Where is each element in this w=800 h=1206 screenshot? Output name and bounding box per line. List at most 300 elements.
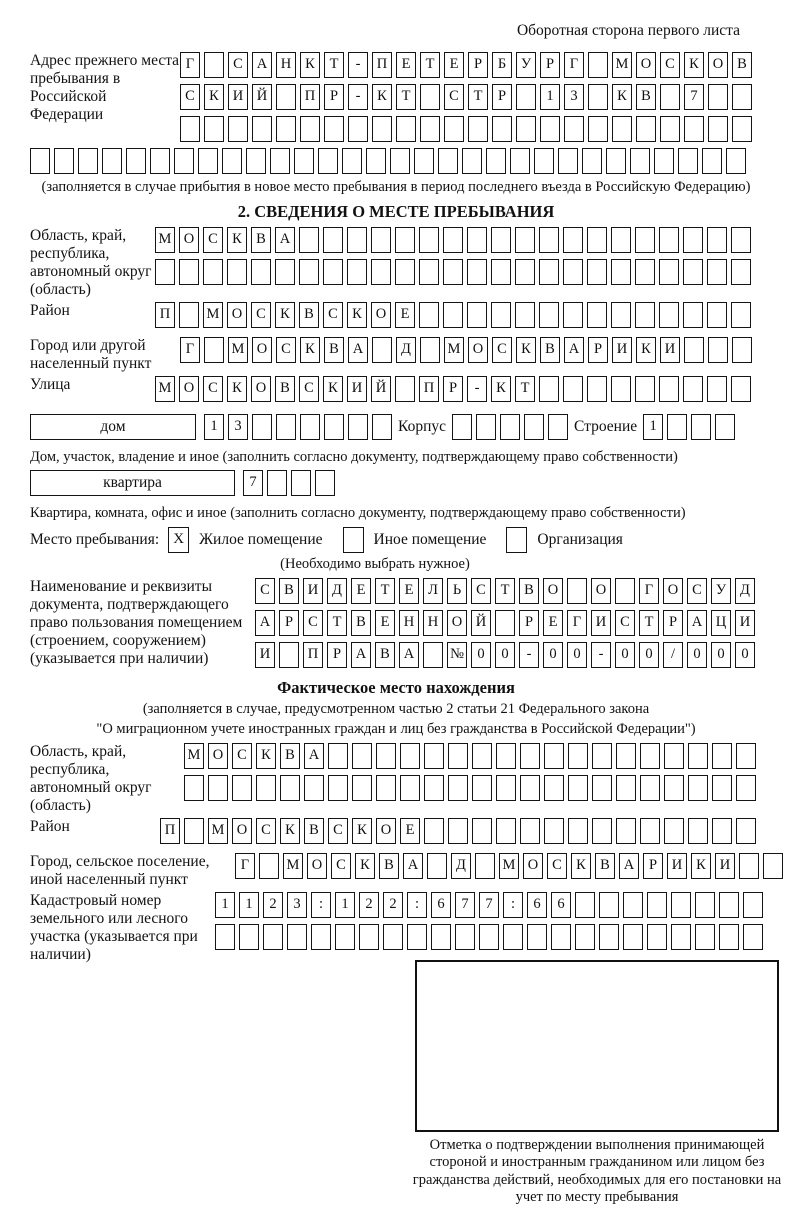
char-cell[interactable] xyxy=(707,376,727,402)
char-cell[interactable] xyxy=(691,414,711,440)
char-cell[interactable] xyxy=(468,116,488,142)
char-cell[interactable] xyxy=(455,924,475,950)
char-cell[interactable] xyxy=(275,259,295,285)
char-cell[interactable] xyxy=(732,337,752,363)
char-cell[interactable] xyxy=(683,376,703,402)
char-cell[interactable] xyxy=(623,892,643,918)
char-cell[interactable]: Р xyxy=(279,610,299,636)
char-cell[interactable]: Т xyxy=(327,610,347,636)
char-cell[interactable] xyxy=(660,84,680,110)
char-cell[interactable] xyxy=(267,470,287,496)
char-cell[interactable]: Г xyxy=(180,52,200,78)
char-cell[interactable] xyxy=(472,775,492,801)
char-cell[interactable] xyxy=(684,116,704,142)
char-cell[interactable] xyxy=(155,259,175,285)
char-cell[interactable] xyxy=(739,853,759,879)
char-cell[interactable]: 0 xyxy=(567,642,587,668)
char-cell[interactable]: 1 xyxy=(335,892,355,918)
char-cell[interactable]: М xyxy=(155,376,175,402)
char-cell[interactable]: Д xyxy=(451,853,471,879)
char-cell[interactable] xyxy=(540,116,560,142)
char-cell[interactable] xyxy=(54,148,74,174)
char-cell[interactable]: 1 xyxy=(215,892,235,918)
char-cell[interactable] xyxy=(520,775,540,801)
char-cell[interactable]: М xyxy=(499,853,519,879)
char-cell[interactable]: В xyxy=(251,227,271,253)
char-cell[interactable] xyxy=(30,148,50,174)
char-cell[interactable] xyxy=(510,148,530,174)
char-cell[interactable]: 6 xyxy=(431,892,451,918)
char-cell[interactable]: Й xyxy=(252,84,272,110)
char-cell[interactable] xyxy=(743,924,763,950)
char-cell[interactable]: К xyxy=(347,302,367,328)
char-cell[interactable]: Г xyxy=(235,853,255,879)
char-cell[interactable]: № xyxy=(447,642,467,668)
char-cell[interactable]: - xyxy=(519,642,539,668)
char-cell[interactable] xyxy=(564,116,584,142)
char-cell[interactable]: И xyxy=(303,578,323,604)
char-cell[interactable] xyxy=(708,84,728,110)
char-cell[interactable]: О xyxy=(523,853,543,879)
char-cell[interactable] xyxy=(448,743,468,769)
char-cell[interactable] xyxy=(300,116,320,142)
char-cell[interactable] xyxy=(467,227,487,253)
char-cell[interactable] xyxy=(587,259,607,285)
checkbox-organization[interactable] xyxy=(506,527,527,553)
char-cell[interactable] xyxy=(371,259,391,285)
char-cell[interactable] xyxy=(276,84,296,110)
char-cell[interactable] xyxy=(695,892,715,918)
char-cell[interactable]: Т xyxy=(396,84,416,110)
char-cell[interactable] xyxy=(476,414,496,440)
char-cell[interactable]: С xyxy=(331,853,351,879)
char-cell[interactable]: Р xyxy=(643,853,663,879)
char-cell[interactable]: 7 xyxy=(455,892,475,918)
char-cell[interactable] xyxy=(731,302,751,328)
char-cell[interactable] xyxy=(712,818,732,844)
char-cell[interactable]: Л xyxy=(423,578,443,604)
char-cell[interactable] xyxy=(660,116,680,142)
char-cell[interactable] xyxy=(424,818,444,844)
char-cell[interactable] xyxy=(448,775,468,801)
char-cell[interactable] xyxy=(544,743,564,769)
char-cell[interactable] xyxy=(342,148,362,174)
char-cell[interactable] xyxy=(215,924,235,950)
char-cell[interactable]: А xyxy=(304,743,324,769)
char-cell[interactable] xyxy=(204,52,224,78)
char-cell[interactable] xyxy=(371,227,391,253)
char-cell[interactable]: Т xyxy=(639,610,659,636)
char-cell[interactable] xyxy=(683,302,703,328)
char-cell[interactable]: А xyxy=(255,610,275,636)
char-cell[interactable] xyxy=(424,775,444,801)
char-cell[interactable] xyxy=(472,818,492,844)
char-cell[interactable]: К xyxy=(280,818,300,844)
char-cell[interactable] xyxy=(731,376,751,402)
char-cell[interactable] xyxy=(150,148,170,174)
char-cell[interactable] xyxy=(407,924,427,950)
char-cell[interactable]: И xyxy=(255,642,275,668)
char-cell[interactable] xyxy=(420,337,440,363)
char-cell[interactable] xyxy=(323,259,343,285)
char-cell[interactable]: К xyxy=(571,853,591,879)
char-cell[interactable]: М xyxy=(203,302,223,328)
char-cell[interactable]: К xyxy=(491,376,511,402)
char-cell[interactable]: Н xyxy=(399,610,419,636)
char-cell[interactable]: К xyxy=(636,337,656,363)
char-cell[interactable]: 0 xyxy=(495,642,515,668)
char-cell[interactable]: М xyxy=(228,337,248,363)
char-cell[interactable] xyxy=(664,743,684,769)
char-cell[interactable] xyxy=(467,259,487,285)
char-cell[interactable] xyxy=(102,148,122,174)
char-cell[interactable] xyxy=(615,578,635,604)
char-cell[interactable] xyxy=(683,227,703,253)
char-cell[interactable] xyxy=(419,302,439,328)
char-cell[interactable]: П xyxy=(300,84,320,110)
char-cell[interactable] xyxy=(688,775,708,801)
char-cell[interactable]: О xyxy=(468,337,488,363)
char-cell[interactable] xyxy=(323,227,343,253)
char-cell[interactable] xyxy=(592,743,612,769)
char-cell[interactable]: Г xyxy=(180,337,200,363)
char-cell[interactable] xyxy=(299,259,319,285)
char-cell[interactable]: С xyxy=(303,610,323,636)
char-cell[interactable] xyxy=(270,148,290,174)
char-cell[interactable] xyxy=(324,116,344,142)
char-cell[interactable] xyxy=(395,376,415,402)
checkbox-other-premises[interactable] xyxy=(343,527,364,553)
char-cell[interactable] xyxy=(496,743,516,769)
char-cell[interactable] xyxy=(311,924,331,950)
char-cell[interactable]: С xyxy=(276,337,296,363)
char-cell[interactable] xyxy=(539,302,559,328)
char-cell[interactable]: 7 xyxy=(243,470,263,496)
char-cell[interactable]: П xyxy=(155,302,175,328)
char-cell[interactable]: П xyxy=(419,376,439,402)
char-cell[interactable] xyxy=(527,924,547,950)
char-cell[interactable] xyxy=(232,775,252,801)
char-cell[interactable]: Т xyxy=(515,376,535,402)
char-cell[interactable]: С xyxy=(492,337,512,363)
char-cell[interactable] xyxy=(732,84,752,110)
char-cell[interactable] xyxy=(568,818,588,844)
char-cell[interactable]: 1 xyxy=(643,414,663,440)
char-cell[interactable]: К xyxy=(204,84,224,110)
char-cell[interactable] xyxy=(664,775,684,801)
char-cell[interactable] xyxy=(616,743,636,769)
char-cell[interactable] xyxy=(443,227,463,253)
char-cell[interactable]: Е xyxy=(395,302,415,328)
char-cell[interactable]: С xyxy=(444,84,464,110)
char-cell[interactable]: Г xyxy=(567,610,587,636)
char-cell[interactable]: А xyxy=(687,610,707,636)
char-cell[interactable] xyxy=(208,775,228,801)
char-cell[interactable] xyxy=(678,148,698,174)
char-cell[interactable] xyxy=(640,743,660,769)
char-cell[interactable] xyxy=(352,743,372,769)
char-cell[interactable] xyxy=(335,924,355,950)
char-cell[interactable] xyxy=(222,148,242,174)
char-cell[interactable]: О xyxy=(543,578,563,604)
char-cell[interactable] xyxy=(184,775,204,801)
char-cell[interactable]: Д xyxy=(327,578,347,604)
char-cell[interactable]: И xyxy=(735,610,755,636)
char-cell[interactable] xyxy=(204,337,224,363)
char-cell[interactable]: / xyxy=(663,642,683,668)
char-cell[interactable] xyxy=(179,302,199,328)
char-cell[interactable] xyxy=(575,924,595,950)
char-cell[interactable] xyxy=(516,84,536,110)
char-cell[interactable]: С xyxy=(255,578,275,604)
char-cell[interactable] xyxy=(180,116,200,142)
char-cell[interactable] xyxy=(438,148,458,174)
char-cell[interactable]: О xyxy=(179,376,199,402)
char-cell[interactable] xyxy=(575,892,595,918)
char-cell[interactable] xyxy=(731,259,751,285)
char-cell[interactable]: 3 xyxy=(564,84,584,110)
char-cell[interactable] xyxy=(516,116,536,142)
char-cell[interactable] xyxy=(712,743,732,769)
char-cell[interactable] xyxy=(592,818,612,844)
char-cell[interactable] xyxy=(400,775,420,801)
char-cell[interactable]: К xyxy=(372,84,392,110)
char-cell[interactable]: 0 xyxy=(543,642,563,668)
char-cell[interactable] xyxy=(599,924,619,950)
char-cell[interactable] xyxy=(252,414,272,440)
char-cell[interactable] xyxy=(352,775,372,801)
char-cell[interactable]: С xyxy=(547,853,567,879)
char-cell[interactable] xyxy=(348,414,368,440)
char-cell[interactable]: 6 xyxy=(527,892,547,918)
char-cell[interactable] xyxy=(715,414,735,440)
char-cell[interactable] xyxy=(736,743,756,769)
char-cell[interactable]: О xyxy=(251,376,271,402)
char-cell[interactable]: С xyxy=(615,610,635,636)
char-cell[interactable] xyxy=(462,148,482,174)
char-cell[interactable] xyxy=(276,116,296,142)
char-cell[interactable] xyxy=(683,259,703,285)
char-cell[interactable] xyxy=(475,853,495,879)
char-cell[interactable]: Р xyxy=(663,610,683,636)
char-cell[interactable] xyxy=(671,924,691,950)
char-cell[interactable] xyxy=(616,775,636,801)
char-cell[interactable] xyxy=(179,259,199,285)
char-cell[interactable] xyxy=(558,148,578,174)
char-cell[interactable]: О xyxy=(252,337,272,363)
char-cell[interactable]: Е xyxy=(400,818,420,844)
char-cell[interactable] xyxy=(276,414,296,440)
char-cell[interactable] xyxy=(204,116,224,142)
char-cell[interactable]: А xyxy=(619,853,639,879)
char-cell[interactable] xyxy=(587,302,607,328)
char-cell[interactable] xyxy=(635,376,655,402)
char-cell[interactable] xyxy=(294,148,314,174)
char-cell[interactable] xyxy=(520,818,540,844)
char-cell[interactable] xyxy=(359,924,379,950)
char-cell[interactable] xyxy=(515,259,535,285)
char-cell[interactable] xyxy=(524,414,544,440)
char-cell[interactable]: 0 xyxy=(711,642,731,668)
char-cell[interactable] xyxy=(743,892,763,918)
char-cell[interactable]: Р xyxy=(327,642,347,668)
char-cell[interactable]: В xyxy=(280,743,300,769)
char-cell[interactable] xyxy=(567,578,587,604)
char-cell[interactable]: В xyxy=(275,376,295,402)
char-cell[interactable] xyxy=(347,259,367,285)
char-cell[interactable]: А xyxy=(252,52,272,78)
char-cell[interactable]: В xyxy=(519,578,539,604)
char-cell[interactable]: А xyxy=(564,337,584,363)
char-cell[interactable]: 2 xyxy=(383,892,403,918)
char-cell[interactable]: К xyxy=(275,302,295,328)
char-cell[interactable] xyxy=(395,259,415,285)
char-cell[interactable] xyxy=(551,924,571,950)
char-cell[interactable] xyxy=(534,148,554,174)
char-cell[interactable]: Е xyxy=(396,52,416,78)
char-cell[interactable]: - xyxy=(467,376,487,402)
char-cell[interactable] xyxy=(239,924,259,950)
char-cell[interactable]: 6 xyxy=(551,892,571,918)
char-cell[interactable]: П xyxy=(160,818,180,844)
char-cell[interactable]: А xyxy=(348,337,368,363)
char-cell[interactable] xyxy=(616,818,636,844)
char-cell[interactable]: О xyxy=(708,52,728,78)
char-cell[interactable] xyxy=(731,227,751,253)
char-cell[interactable]: 7 xyxy=(479,892,499,918)
char-cell[interactable] xyxy=(563,302,583,328)
char-cell[interactable]: М xyxy=(208,818,228,844)
char-cell[interactable]: В xyxy=(595,853,615,879)
char-cell[interactable] xyxy=(635,259,655,285)
char-cell[interactable] xyxy=(184,818,204,844)
char-cell[interactable] xyxy=(588,52,608,78)
char-cell[interactable] xyxy=(315,470,335,496)
char-cell[interactable] xyxy=(496,775,516,801)
char-cell[interactable]: В xyxy=(375,642,395,668)
char-cell[interactable] xyxy=(259,853,279,879)
char-cell[interactable] xyxy=(467,302,487,328)
char-cell[interactable] xyxy=(582,148,602,174)
char-cell[interactable] xyxy=(424,743,444,769)
char-cell[interactable] xyxy=(563,227,583,253)
char-cell[interactable] xyxy=(763,853,783,879)
char-cell[interactable] xyxy=(712,775,732,801)
char-cell[interactable]: : xyxy=(407,892,427,918)
char-cell[interactable] xyxy=(588,84,608,110)
char-cell[interactable]: М xyxy=(444,337,464,363)
char-cell[interactable]: А xyxy=(351,642,371,668)
char-cell[interactable]: Д xyxy=(396,337,416,363)
char-cell[interactable]: О xyxy=(307,853,327,879)
char-cell[interactable] xyxy=(299,227,319,253)
char-cell[interactable] xyxy=(396,116,416,142)
char-cell[interactable] xyxy=(647,892,667,918)
char-cell[interactable]: О xyxy=(376,818,396,844)
char-cell[interactable] xyxy=(736,818,756,844)
char-cell[interactable]: 0 xyxy=(471,642,491,668)
char-cell[interactable] xyxy=(486,148,506,174)
char-cell[interactable] xyxy=(563,376,583,402)
char-cell[interactable]: - xyxy=(348,52,368,78)
char-cell[interactable] xyxy=(702,148,722,174)
char-cell[interactable]: Р xyxy=(519,610,539,636)
char-cell[interactable]: С xyxy=(251,302,271,328)
char-cell[interactable]: Т xyxy=(420,52,440,78)
char-cell[interactable] xyxy=(612,116,632,142)
char-cell[interactable] xyxy=(623,924,643,950)
char-cell[interactable]: К xyxy=(227,227,247,253)
char-cell[interactable]: : xyxy=(311,892,331,918)
char-cell[interactable]: 1 xyxy=(540,84,560,110)
char-cell[interactable] xyxy=(496,818,516,844)
char-cell[interactable] xyxy=(635,227,655,253)
char-cell[interactable]: К xyxy=(256,743,276,769)
char-cell[interactable]: У xyxy=(711,578,731,604)
char-cell[interactable]: В xyxy=(636,84,656,110)
char-cell[interactable]: С xyxy=(471,578,491,604)
char-cell[interactable]: 0 xyxy=(735,642,755,668)
char-cell[interactable]: П xyxy=(372,52,392,78)
char-cell[interactable] xyxy=(592,775,612,801)
char-cell[interactable]: Ц xyxy=(711,610,731,636)
char-cell[interactable]: Ь xyxy=(447,578,467,604)
char-cell[interactable] xyxy=(366,148,386,174)
char-cell[interactable]: Д xyxy=(735,578,755,604)
char-cell[interactable] xyxy=(659,376,679,402)
char-cell[interactable] xyxy=(376,775,396,801)
char-cell[interactable] xyxy=(667,414,687,440)
char-cell[interactable]: Т xyxy=(375,578,395,604)
char-cell[interactable] xyxy=(708,337,728,363)
char-cell[interactable] xyxy=(707,227,727,253)
char-cell[interactable] xyxy=(719,892,739,918)
char-cell[interactable] xyxy=(659,227,679,253)
char-cell[interactable]: В xyxy=(540,337,560,363)
char-cell[interactable]: С xyxy=(180,84,200,110)
char-cell[interactable] xyxy=(251,259,271,285)
char-cell[interactable] xyxy=(395,227,415,253)
char-cell[interactable] xyxy=(203,259,223,285)
char-cell[interactable]: С xyxy=(660,52,680,78)
char-cell[interactable]: О xyxy=(179,227,199,253)
char-cell[interactable] xyxy=(708,116,728,142)
char-cell[interactable]: К xyxy=(684,52,704,78)
char-cell[interactable]: С xyxy=(328,818,348,844)
char-cell[interactable]: К xyxy=(300,337,320,363)
char-cell[interactable]: С xyxy=(299,376,319,402)
char-cell[interactable]: Т xyxy=(495,578,515,604)
char-cell[interactable]: Е xyxy=(399,578,419,604)
char-cell[interactable] xyxy=(568,743,588,769)
char-cell[interactable] xyxy=(419,227,439,253)
char-cell[interactable]: 0 xyxy=(615,642,635,668)
char-cell[interactable] xyxy=(383,924,403,950)
char-cell[interactable] xyxy=(588,116,608,142)
char-cell[interactable]: 1 xyxy=(204,414,224,440)
char-cell[interactable] xyxy=(372,116,392,142)
char-cell[interactable] xyxy=(420,116,440,142)
char-cell[interactable]: Н xyxy=(423,610,443,636)
char-cell[interactable] xyxy=(372,337,392,363)
char-cell[interactable]: К xyxy=(612,84,632,110)
char-cell[interactable]: Е xyxy=(444,52,464,78)
char-cell[interactable]: А xyxy=(403,853,423,879)
char-cell[interactable] xyxy=(611,227,631,253)
char-cell[interactable] xyxy=(606,148,626,174)
char-cell[interactable]: Н xyxy=(276,52,296,78)
char-cell[interactable] xyxy=(423,642,443,668)
